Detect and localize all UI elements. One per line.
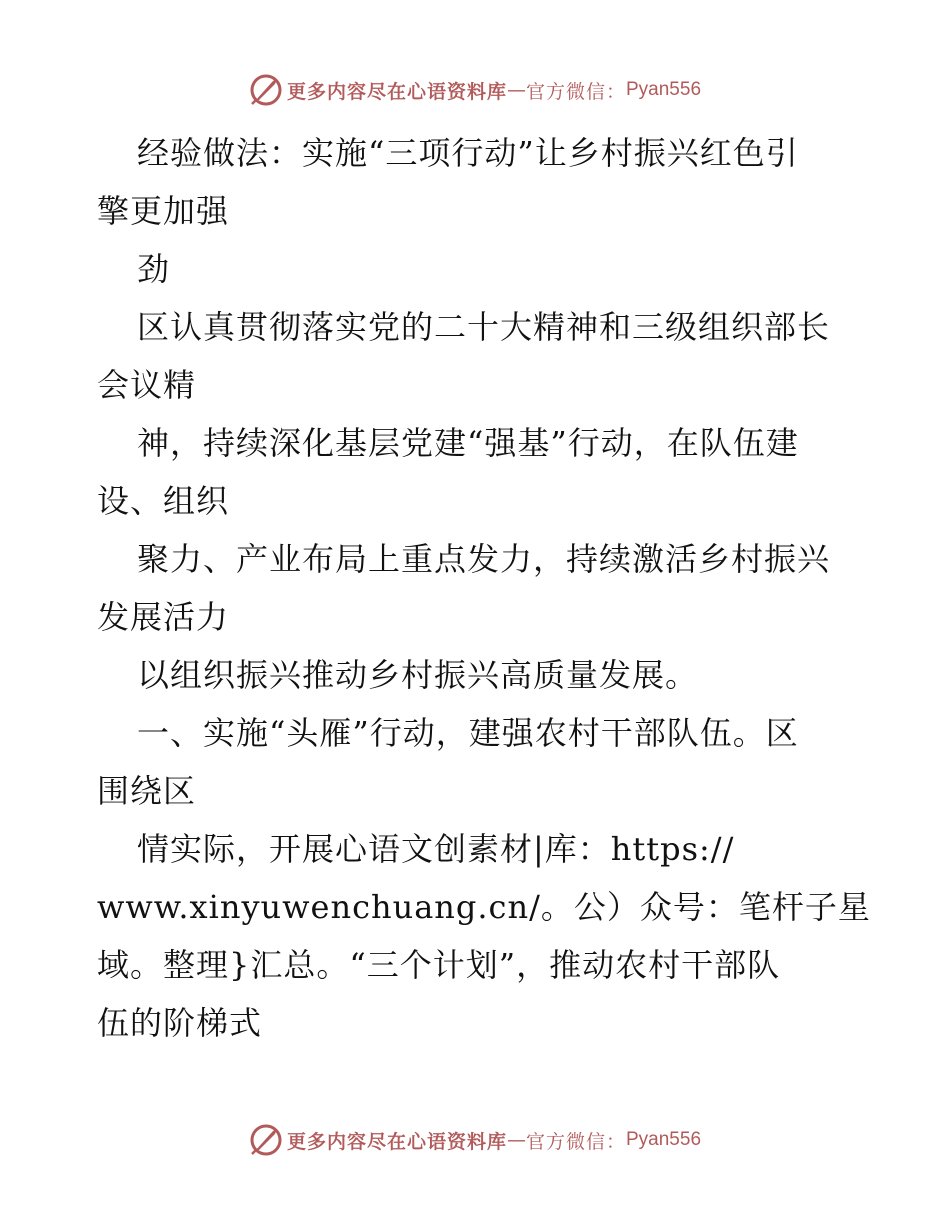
text-line: 聚力、产业布局上重点发力，持续激活乡村振兴 bbox=[137, 540, 831, 578]
footer-watermark bbox=[0, 1120, 950, 1160]
document-body bbox=[97, 124, 871, 1052]
quill-logo-icon bbox=[249, 1123, 283, 1157]
header-contact-handle: Pyan556 bbox=[626, 79, 702, 100]
footer-contact-handle: Pyan556 bbox=[626, 1129, 702, 1150]
text-line: 神，持续深化基层党建“强基”行动，在队伍建 bbox=[137, 424, 799, 462]
text-line: 以组织振兴推动乡村振兴高质量发展。 bbox=[137, 656, 699, 694]
text-line: www.xinyuwenchuang.cn/。公）众号：笔杆子星 bbox=[97, 888, 871, 926]
text-line: 域。整理}汇总。“三个计划”，推动农村干部队 bbox=[97, 946, 781, 984]
text-line: 发展活力 bbox=[97, 598, 230, 636]
header-watermark bbox=[0, 70, 950, 110]
text-line: 一、实施“头雁”行动，建强农村干部队伍。区 bbox=[137, 714, 799, 752]
quill-logo-icon bbox=[249, 73, 283, 107]
text-line: 情实际，开展心语文创素材|库：https:// bbox=[137, 830, 735, 868]
text-line: 区认真贯彻落实党的二十大精神和三级组织部长 bbox=[137, 308, 831, 346]
footer-separator: — bbox=[506, 1129, 526, 1151]
text-line: 设、组织 bbox=[97, 482, 230, 520]
text-line: 会议精 bbox=[97, 366, 197, 404]
header-brand-text: 更多内容尽在心语资料库 bbox=[286, 80, 507, 103]
header-contact-label: 官方微信： bbox=[525, 80, 626, 103]
footer-contact-label: 官方微信： bbox=[525, 1130, 626, 1153]
text-line: 劲 bbox=[137, 250, 171, 288]
text-line: 经验做法：实施“三项行动”让乡村振兴红色引 bbox=[137, 134, 799, 172]
header-separator: — bbox=[506, 79, 526, 101]
text-line: 伍的阶梯式 bbox=[97, 1004, 263, 1042]
text-line: 擎更加强 bbox=[97, 192, 230, 230]
text-line: 围绕区 bbox=[97, 772, 197, 810]
footer-brand-text: 更多内容尽在心语资料库 bbox=[286, 1130, 507, 1153]
